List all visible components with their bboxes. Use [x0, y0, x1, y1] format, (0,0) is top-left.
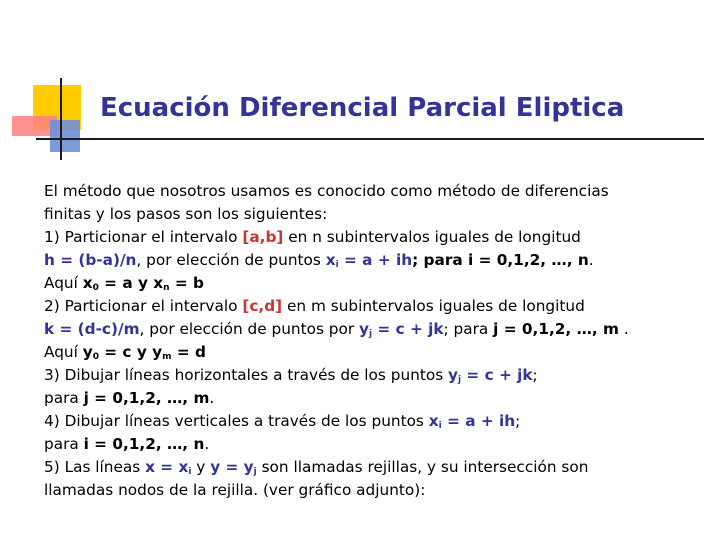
decor-blue-square	[50, 120, 80, 152]
body-line-8: Aquí $y_0 = c$ y $y_m = d$	[44, 343, 206, 362]
body-line-3: 1) Particionar el intervalo [a,b] en n subintervalos iguales de longitud	[44, 228, 581, 246]
formula-x0: $x_0 = a$ y $x_n = b$	[82, 274, 204, 293]
body-line-2: finitas y los pasos son los siguientes:	[44, 205, 328, 223]
formula-h: h = (b-a)/n	[44, 251, 137, 269]
body-line-7: k = (d-c)/m, por elección de puntos por $y_j = c$ + jk; para j = 0,1,2, …, m .	[44, 320, 629, 339]
body-line-14: llamadas nodos de la rejilla. (ver gráfico adjunto):	[44, 481, 426, 499]
body-line-4: h = (b-a)/n, por elección de puntos $x_i = a$ + ih; para i = 0,1,2, …, n.	[44, 251, 594, 270]
decor-horizontal-line	[36, 138, 704, 140]
slide-body	[44, 180, 714, 502]
formula-yj-2: $y_j = c$ + jk	[448, 366, 533, 385]
formula-y-eq-yj: $y = y_j$	[210, 458, 257, 477]
formula-xi-2: $x_i = a$ + ih	[428, 412, 516, 431]
decor-vertical-line	[60, 78, 62, 160]
formula-k: k = (d-c)/m	[44, 320, 140, 338]
body-line-13: 5) Las líneas $x = x_i$ y $y = y_j$ son llamadas rejillas, y su intersección son	[44, 458, 589, 477]
body-line-5: Aquí $x_0 = a$ y $x_n = b$	[44, 274, 204, 293]
body-line-9: 3) Dibujar líneas horizontales a través de los puntos $y_j = c$ + jk;	[44, 366, 538, 385]
body-line-12: para i = 0,1,2, …, n.	[44, 435, 210, 453]
interval-ab: [a,b]	[242, 228, 284, 246]
interval-cd: [c,d]	[242, 297, 283, 315]
body-line-6: 2) Particionar el intervalo [c,d] en m subintervalos iguales de longitud	[44, 297, 585, 315]
body-line-11: 4) Dibujar líneas verticales a través de los puntos $x_i = a$ + ih;	[44, 412, 521, 431]
body-line-1: El método que nosotros usamos es conocido como método de diferencias	[44, 182, 609, 200]
body-line-10: para j = 0,1,2, …, m.	[44, 389, 215, 407]
formula-xi: $x_i = a$ + ih	[325, 251, 413, 270]
formula-x-eq-xi: $x = x_i$	[145, 458, 192, 477]
formula-yj: $y_j = c$ + jk	[359, 320, 444, 339]
formula-y0: $y_0 = c$ y $y_m = d$	[82, 343, 206, 362]
slide-title: Ecuación Diferencial Parcial Eliptica	[100, 93, 625, 123]
